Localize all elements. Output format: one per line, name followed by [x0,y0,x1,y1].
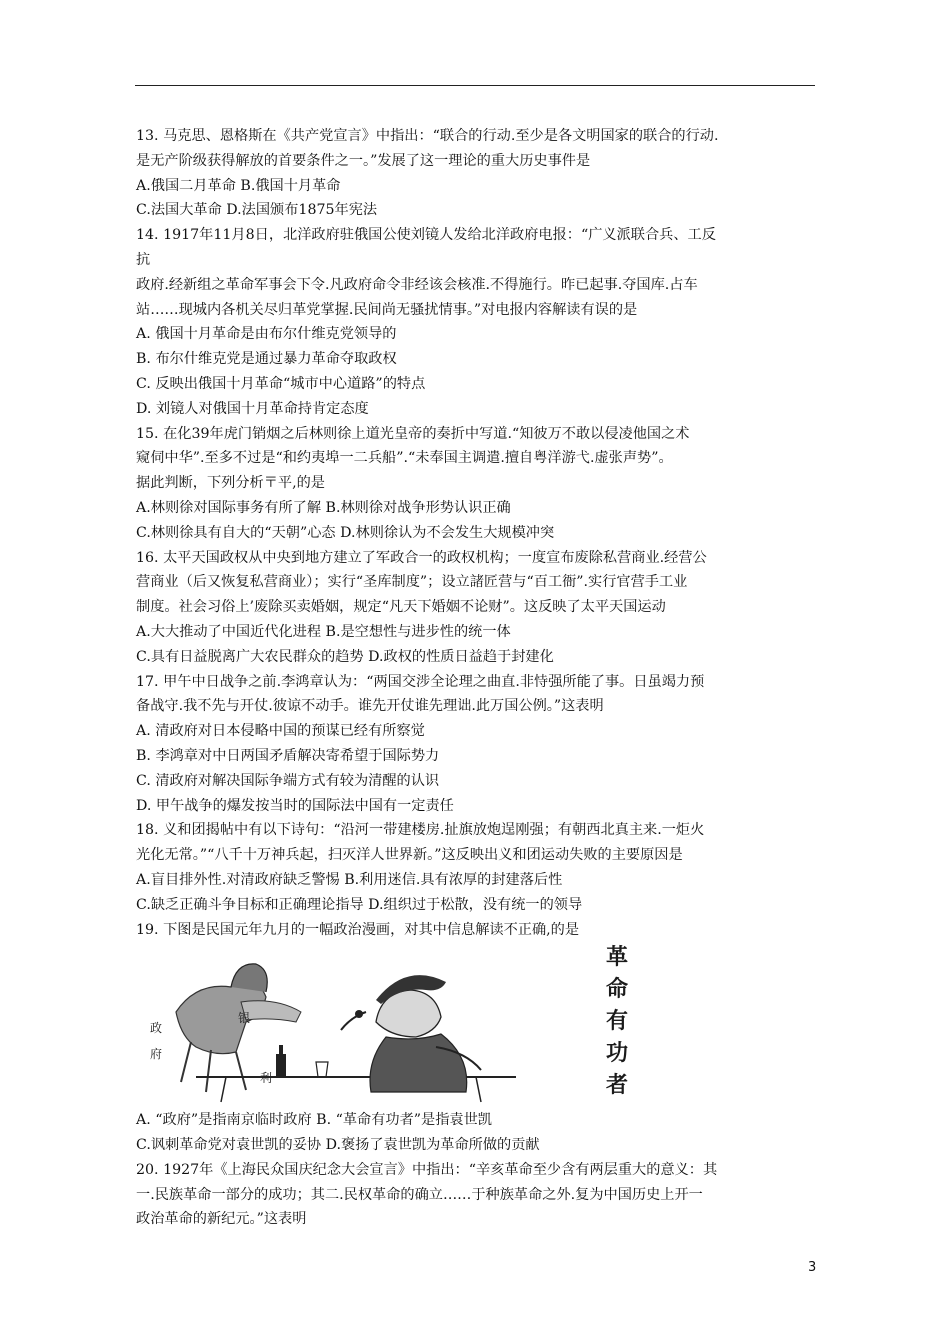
text-line: 窥伺中华”.至多不过是“和约夷埠一二兵船”.“未奉国主调遣.擅自粤洋游弋.虚张声势”。 [136,450,673,467]
exam-content [136,124,826,1232]
vertical-char: 革 [605,945,628,971]
text-line: 站……现城内各机关尽归革党掌握.民间尚无骚扰情事。”对电报内容解读有误的是 [136,301,638,318]
text-line: 16. 太平天国政权从中央到地方建立了军政合一的政权机构；一度宣布废除私营商业.经营公 [136,549,707,566]
text-line: 14. 1917年11月8日，北洋政府驻俄国公使刘镜人发给北洋政府电报：“广义派联合兵、工反 [136,227,716,244]
option-line: C.讽刺革命党对袁世凯的妥协 D.褒扬了袁世凯为革命所做的贡献 [136,1137,540,1154]
text-line: 17. 甲午中日战争之前.李鸿章认为：“两国交涉全论理之曲直.非恃强所能了事。日虽竭力预 [136,673,705,690]
option-line: C. 反映出俄国十月革命“城市中心道路”的特点 [136,375,426,392]
text-line: 15. 在化39年虎门销烟之后林则徐上道光皇帝的奏折中写道.“知彼万不敢以侵凌他国之术 [136,425,690,442]
option-line: B. 布尔什维克党是通过暴力革命夺取政权 [136,351,397,368]
page-number: 3 [808,1260,817,1275]
option-line: C.缺乏正确斗争目标和正确理论指导 D.组织过于松散，没有统一的领导 [136,896,583,913]
text-line: 一.民族革命一部分的成功；其二.民权革命的确立……于种族革命之外.复为中国历史上开一 [136,1186,703,1203]
option-line: A.林则徐对国际事务有所了解 B.林则徐对战争形势认识正确 [136,499,511,516]
option-line: B. 李鸿章对中日两国矛盾解决寄希望于国际势力 [136,747,440,764]
text-line: 光化无常。”“八千十万神兵起，扫灭洋人世界新。”这反映出义和团运动失败的主要原因是 [136,847,683,864]
text-line: 政治革命的新纪元。”这表明 [136,1211,307,1228]
vertical-char: 者 [605,1073,628,1099]
text-line: 20. 1927年《上海民众国庆纪念大会宣言》中指出：“辛亥革命至少含有两层重大的意义：其 [136,1161,718,1178]
option-line: A. “政府”是指南京临时政府 B. “革命有功者”是指袁世凯 [136,1112,492,1129]
text-line: 19. 下图是民国元年九月的一幅政治漫画，对其中信息解读不正确,的是 [136,921,580,938]
option-line: D. 甲午战争的爆发按当时的国际法中国有一定责任 [136,797,454,814]
text-line: 制度。社会习俗上’废除买卖婚姻，规定“凡天下婚姻不论财”。这反映了太平天国运动 [136,599,666,616]
text-line: 据此判断，下列分析〒平,的是 [136,475,325,492]
vertical-char: 有 [605,1009,628,1035]
option-line: D. 刘镜人对俄国十月革命持肯定态度 [136,400,369,417]
text-line: 13. 马克思、恩格斯在《共产党宣言》中指出：“联合的行动.至少是各文明国家的联合的行动. [136,128,719,144]
option-line: A. 俄国十月革命是由布尔什维克党领导的 [136,326,397,343]
option-line: A.俄国二月革命 B.俄国十月革命 [136,177,341,194]
option-line: C.法国大革命 D.法国颁布1875年宪法 [136,202,378,219]
text-line: 备战守.我不先与开仗.彼谅不动手。谁先开仗谁先理诎.此万国公例。”这表明 [136,698,604,715]
option-line: C. 清政府对解决国际争端方式有较为清醒的认识 [136,772,440,789]
option-line: C.具有日益脱离广大农民群众的趋势 D.政权的性质日益趋于封建化 [136,648,554,665]
option-line: C.林则徐具有自大的“天朝”心态 D.林则徐认为不会发生大规模冲突 [136,524,555,541]
vertical-char: 命 [605,977,628,1003]
header-rule [135,85,815,86]
option-line: A. 清政府对日本侵略中国的预谋已经有所察觉 [136,723,425,740]
text-line: 政府.经新组之革命军事会下令.凡政府命令非经该会核准.不得施行。昨已起事.夺国库.占车 [136,276,698,293]
label-government-1: 政 [150,1021,163,1036]
label-profit: 利 [260,1071,273,1086]
label-government-2: 府 [150,1047,163,1062]
label-silver: 银 [238,1011,251,1026]
cartoon-drawing [136,942,606,1108]
vertical-char: 功 [605,1041,628,1067]
option-line: A.大大推动了中国近代化进程 B.是空想性与进步性的统一体 [136,623,511,640]
text-line: 抗 [136,251,151,268]
cartoon-vertical-title [597,942,637,1102]
option-line: A.盲目排外性.对清政府缺乏警惕 B.利用迷信.具有浓厚的封建落后性 [136,871,563,888]
text-line: 是无产阶级获得解放的首要条件之一。”发展了这一理论的重大历史事件是 [136,152,591,169]
political-cartoon [136,942,816,1108]
text-line: 18. 义和团揭帖中有以下诗句：“沿河一带建楼房.扯旗放炮逞刚强；有朝西北真主来.一炬火 [136,822,705,839]
text-line: 营商业（后又恢复私营商业）；实行“圣库制度”；设立諸匠营与“百工衙”.实行官营手工业 [136,574,688,591]
